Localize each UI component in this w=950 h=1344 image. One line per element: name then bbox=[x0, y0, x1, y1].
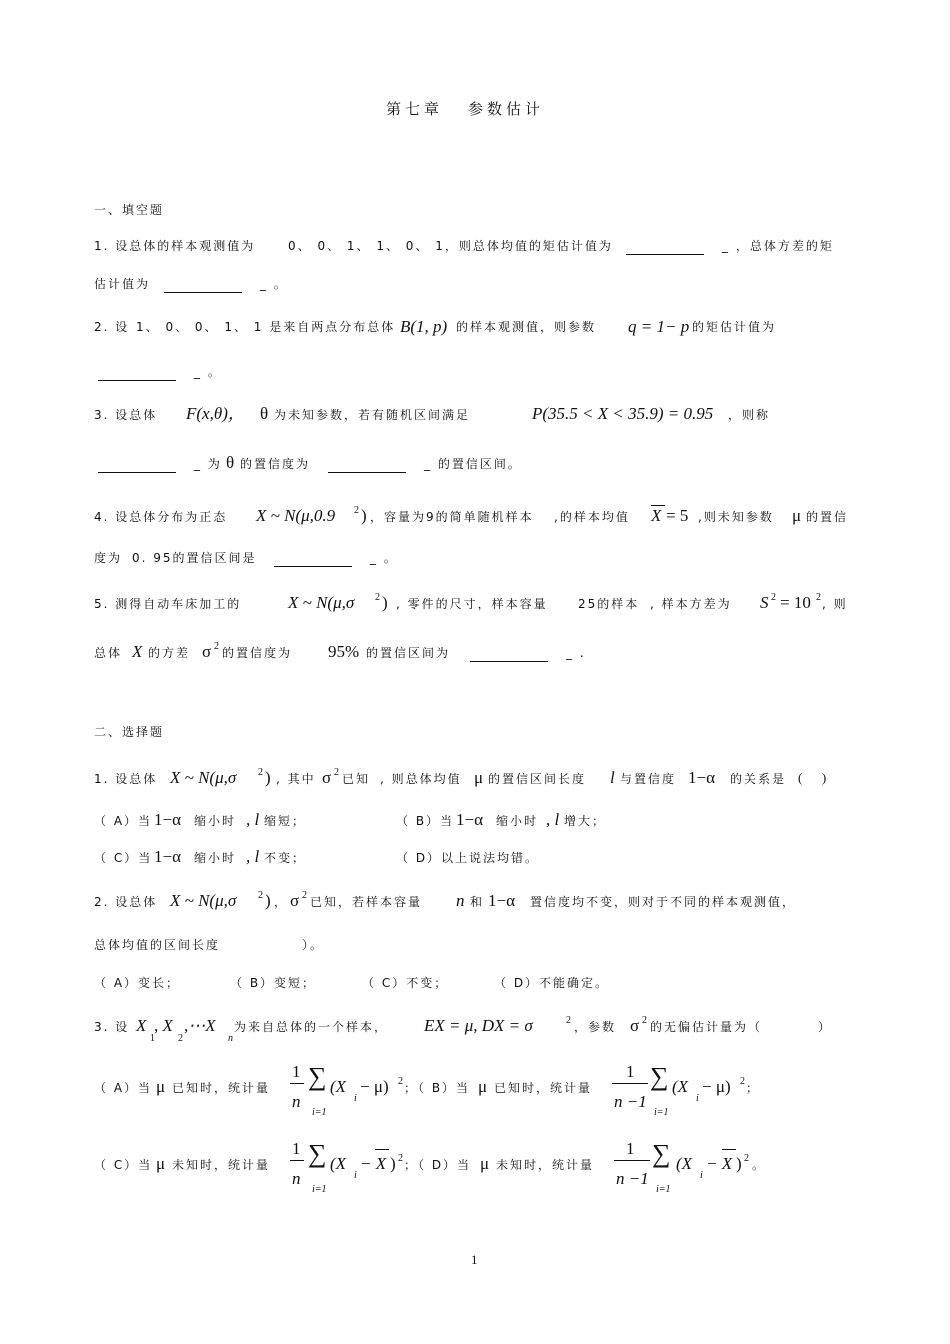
s2q1-text-h: 的置信区间长度 bbox=[488, 772, 587, 786]
s2q3-text-a: 3. 设 bbox=[94, 1020, 130, 1034]
s2q3-option-d-mu: μ bbox=[480, 1154, 490, 1173]
s2q3-option-c-numerator: 1 bbox=[292, 1139, 301, 1158]
s2q3-option-c-fraction-bar bbox=[290, 1160, 304, 1161]
s2q3-option-a-fraction-bar bbox=[290, 1083, 304, 1084]
q3-cdf: F(x,θ)， bbox=[186, 404, 245, 423]
q5-s-sup: 2 bbox=[771, 592, 776, 603]
s2q2-text-k: ）。 bbox=[302, 938, 325, 952]
s2q2-text-j: 总体均值的区间长度 bbox=[94, 938, 221, 952]
s2q3-option-a-term: (X bbox=[330, 1077, 347, 1096]
q5-text-g: , 则 bbox=[822, 597, 848, 611]
q3-text-d: 为未知参数，若有随机区间满足 bbox=[274, 408, 471, 422]
s2q1-option-b-text-2: 增大； bbox=[564, 814, 607, 828]
s2q3-sigma-sup: 2 bbox=[642, 1015, 647, 1026]
q3-blank-1 bbox=[98, 472, 176, 473]
s2q3-option-d-numerator: 1 bbox=[626, 1139, 635, 1158]
q5-text-d: 25的样本 bbox=[578, 597, 640, 611]
q4-blank bbox=[274, 566, 352, 567]
s2q3-option-b-sum-index: i=1 bbox=[654, 1107, 669, 1118]
s2q3-option-d-term-sub: i bbox=[700, 1170, 703, 1181]
q1-text-e: _ 。 bbox=[260, 277, 288, 291]
q2-text-a: 2. 设 bbox=[94, 320, 136, 334]
s2q1-text-c: , 其中 bbox=[276, 772, 316, 786]
s2q3-option-d-xbar-overline bbox=[722, 1149, 736, 1150]
s2q1-distribution: X ~ N(μ,σ bbox=[170, 768, 237, 787]
s2q3-option-b-term-2: − μ) bbox=[702, 1077, 731, 1096]
q4-text-l: _ 。 bbox=[370, 551, 398, 565]
q4-text-e: ,的样本均值 bbox=[554, 510, 630, 524]
s2q1-option-b-text: 缩小时 bbox=[496, 814, 539, 828]
s2q3-option-b-term: (X bbox=[672, 1077, 689, 1096]
s2q1-text-f: , 则总体均值 bbox=[380, 772, 462, 786]
s2q1-option-a-text: 缩小时 bbox=[194, 814, 237, 828]
s2q3-option-d-sq: 2 bbox=[744, 1153, 749, 1164]
s2q3-option-d-denominator: n −1 bbox=[616, 1169, 649, 1188]
q3-blank-2 bbox=[328, 472, 406, 473]
q1-text-a: 1. 设总体的样本观测值为 bbox=[94, 239, 256, 253]
s2q3-option-a-sum: ∑ bbox=[308, 1062, 327, 1091]
q1-blank-1 bbox=[626, 254, 704, 255]
q5-s-value: = 10 bbox=[780, 593, 811, 612]
s2q1-option-b-l: , l bbox=[546, 810, 560, 829]
s2q3-option-d-term: (X bbox=[676, 1154, 693, 1173]
s2q2-text-a: 2. 设总体 bbox=[94, 895, 158, 909]
s2q1-option-a-expr: 1−α bbox=[154, 810, 181, 829]
s2q3-option-d-term-3: ) bbox=[736, 1154, 742, 1173]
chapter-number: 第七章 bbox=[386, 100, 444, 118]
q5-text-h: 总体 bbox=[94, 646, 123, 660]
s2q3-option-b-mu: μ bbox=[478, 1077, 488, 1096]
s2q3-option-c-sq: 2 bbox=[398, 1153, 403, 1164]
q4-xbar-value: = 5 bbox=[666, 506, 689, 525]
s2q3-option-c-term-2: − X bbox=[360, 1154, 387, 1173]
s2q2-option-b: （ B）变短； bbox=[230, 976, 317, 990]
q3-theta-2: θ bbox=[226, 453, 235, 472]
q5-text-n: 的置信区间为 bbox=[366, 646, 451, 660]
q2-text-b: 1、 0、 0、 1、 1 是来自两点分布总体 bbox=[136, 320, 396, 334]
s2q3-moments: EX = μ, DX = σ bbox=[424, 1016, 533, 1035]
s2q3-option-b-text: 已知时，统计量 bbox=[494, 1081, 593, 1095]
s2q3-option-d-term-2: − X bbox=[706, 1154, 733, 1173]
q5-distribution-close: ) bbox=[382, 593, 388, 612]
q5-distribution-sup: 2 bbox=[375, 592, 380, 603]
s2q3-x1: X bbox=[136, 1016, 147, 1035]
s2q3-option-a-numerator: 1 bbox=[292, 1062, 301, 1081]
s2q3-option-b-numerator: 1 bbox=[626, 1062, 635, 1081]
s2q2-text-g: 和 bbox=[470, 895, 485, 909]
s2q1-option-b-expr: 1−α bbox=[456, 810, 483, 829]
s2q1-sigma-sup: 2 bbox=[334, 767, 339, 778]
s2q1-option-a-text-2: 缩短； bbox=[264, 814, 307, 828]
q5-text-l: 的置信度为 bbox=[222, 646, 293, 660]
s2q3-option-a-end: ；（ B）当 bbox=[404, 1081, 471, 1095]
q5-s-value-sup: 2 bbox=[816, 592, 821, 603]
s2q3-option-a-mu: μ bbox=[156, 1077, 166, 1096]
q2-text-d: 的样本观测值，则参数 bbox=[456, 320, 597, 334]
s2q1-option-a-l: , l bbox=[246, 810, 260, 829]
s2q3-option-c-sum: ∑ bbox=[308, 1139, 327, 1168]
q5-blank bbox=[470, 661, 548, 662]
s2q2-text-i: 置信度均不变，则对于不同的样本观测值， bbox=[530, 895, 797, 909]
q5-text-j: 的方差 bbox=[148, 646, 191, 660]
s2q3-option-b-sq: 2 bbox=[740, 1076, 745, 1087]
s2q1-l: l bbox=[610, 768, 615, 787]
q1-text-d: 估计值为 bbox=[94, 277, 151, 291]
s2q2-sigma-sup: 2 bbox=[302, 890, 307, 901]
s2q2-option-d: （ D）不能确定。 bbox=[494, 976, 610, 990]
q2-q-expr: q = 1− p bbox=[628, 317, 690, 336]
s2q1-confidence: 1−α bbox=[688, 768, 715, 787]
s2q3-option-c-end: ；（ D）当 bbox=[404, 1158, 472, 1172]
q2-binomial: B(1, p) bbox=[400, 317, 448, 336]
q2-text-g: _ 。 bbox=[194, 365, 222, 379]
q2-text-f: 的矩估计值为 bbox=[692, 320, 777, 334]
s2q1-option-c-expr: 1−α bbox=[154, 847, 181, 866]
s2q3-text-i: 的无偏估计量为（ bbox=[650, 1020, 763, 1034]
s2q1-text-j: 与置信度 bbox=[620, 772, 677, 786]
s2q2-option-a: （ A）变长； bbox=[94, 976, 181, 990]
q2-blank bbox=[98, 380, 176, 381]
q3-text-j: _ 的置信区间。 bbox=[424, 457, 522, 471]
q4-xbar: X bbox=[651, 506, 662, 525]
s2q1-option-c-label: （ C）当 bbox=[94, 851, 153, 865]
q5-distribution: X ~ N(μ,σ bbox=[288, 593, 355, 612]
s2q1-option-c-l: , l bbox=[246, 847, 260, 866]
q4-text-c: ，容量为 bbox=[370, 510, 427, 524]
q5-s: S bbox=[760, 593, 769, 612]
s2q2-n: n bbox=[456, 891, 465, 910]
s2q3-option-a-term-sub: i bbox=[354, 1093, 357, 1104]
s2q3-option-b-fraction-bar bbox=[612, 1083, 648, 1084]
q5-text-c: , 零件的尺寸，样本容量 bbox=[396, 597, 548, 611]
s2q2-distribution-sup: 2 bbox=[258, 890, 263, 901]
s2q1-answer-paren: ( ) bbox=[798, 770, 827, 785]
s2q3-option-d-end: 。 bbox=[752, 1158, 767, 1172]
s2q3-option-d-sum: ∑ bbox=[652, 1139, 671, 1168]
s2q3-text-e: 为来自总体的一个样本， bbox=[234, 1020, 389, 1034]
s2q3-option-c-xbar-overline bbox=[375, 1149, 389, 1150]
q4-distribution-sup: 2 bbox=[354, 505, 359, 516]
q4-text-i: 的置信 bbox=[806, 510, 849, 524]
q3-text-a: 3. 设总体 bbox=[94, 408, 158, 422]
section-fill-in-heading: 一、填空题 bbox=[94, 203, 165, 217]
s2q1-distribution-close: ) bbox=[265, 768, 271, 787]
s2q3-option-b-end: ； bbox=[746, 1081, 761, 1095]
s2q2-distribution-close: ) bbox=[265, 891, 271, 910]
q3-probability: P(35.5 < X < 35.9) = 0.95 bbox=[532, 404, 714, 423]
s2q3-text-j: ） bbox=[818, 1020, 833, 1034]
s2q3-text-g: ，参数 bbox=[574, 1020, 617, 1034]
s2q3-option-d-fraction-bar bbox=[614, 1160, 650, 1161]
s2q1-sigma: σ bbox=[322, 768, 332, 787]
s2q1-option-b-label: （ B）当 bbox=[396, 814, 455, 828]
s2q3-option-d-sum-index: i=1 bbox=[656, 1184, 671, 1195]
s2q3-option-a-sum-index: i=1 bbox=[312, 1107, 327, 1118]
q3-text-f: ，则称 bbox=[728, 408, 771, 422]
s2q1-option-c-text: 缩小时 bbox=[194, 851, 237, 865]
s2q3-sigma: σ bbox=[630, 1016, 640, 1035]
s2q3-option-c-term-3: ) bbox=[390, 1154, 396, 1173]
s2q1-option-a-label: （ A）当 bbox=[94, 814, 153, 828]
s2q1-option-d: （ D）以上说法均错。 bbox=[396, 851, 540, 865]
s2q2-text-e: 已知，若样本容量 bbox=[310, 895, 423, 909]
s2q1-distribution-sup: 2 bbox=[258, 767, 263, 778]
s2q3-option-a-denominator: n bbox=[292, 1092, 301, 1111]
s2q3-option-a-sq: 2 bbox=[398, 1076, 403, 1087]
s2q3-xn: ,⋯X bbox=[184, 1016, 216, 1035]
s2q3-moments-sup: 2 bbox=[566, 1015, 571, 1026]
q3-theta: θ bbox=[260, 404, 269, 423]
s2q3-xn-sub: n bbox=[228, 1033, 233, 1044]
s2q3-option-c-label: （ C）当 bbox=[94, 1158, 153, 1172]
s2q3-option-c-mu: μ bbox=[156, 1154, 166, 1173]
page-number: 1 bbox=[471, 1252, 478, 1267]
q1-blank-2 bbox=[164, 292, 242, 293]
s2q3-x2: , X bbox=[154, 1016, 173, 1035]
s2q1-text-e: 已知 bbox=[342, 772, 371, 786]
s2q3-option-b-sum: ∑ bbox=[650, 1062, 669, 1091]
q4-text-g: ,则未知参数 bbox=[698, 510, 774, 524]
q5-x: X bbox=[132, 642, 143, 661]
s2q3-option-a-text: 已知时，统计量 bbox=[172, 1081, 271, 1095]
q5-text-a: 5. 测得自动车床加工的 bbox=[94, 597, 242, 611]
s2q3-option-c-term: (X bbox=[330, 1154, 347, 1173]
s2q3-option-d-text: 未知时，统计量 bbox=[496, 1158, 595, 1172]
s2q3-x2-sub: 2 bbox=[178, 1033, 183, 1044]
q4-text-k: 0. 95的置信区间是 bbox=[132, 551, 257, 565]
q5-text-e: , 样本方差为 bbox=[650, 597, 732, 611]
s2q3-option-c-text: 未知时，统计量 bbox=[172, 1158, 271, 1172]
s2q3-x1-sub: 1 bbox=[150, 1033, 155, 1044]
q5-text-o: _ . bbox=[566, 646, 586, 660]
chapter-title: 参数估计 bbox=[468, 100, 545, 118]
s2q2-option-c: （ C）不变； bbox=[362, 976, 449, 990]
s2q1-mu: μ bbox=[474, 768, 484, 787]
q4-distribution: X ~ N(μ,0.9 bbox=[256, 506, 336, 525]
q5-sigma: σ bbox=[202, 642, 212, 661]
q4-distribution-close: ) bbox=[361, 506, 367, 525]
s2q2-text-c: ， bbox=[274, 895, 289, 909]
q3-text-i: 的置信度为 bbox=[240, 457, 311, 471]
q4-mu: μ bbox=[792, 506, 802, 525]
s2q3-option-a-term-2: − μ) bbox=[360, 1077, 389, 1096]
s2q1-text-l: 的关系是 bbox=[730, 772, 787, 786]
s2q3-option-c-term-sub: i bbox=[354, 1170, 357, 1181]
s2q1-text-a: 1. 设总体 bbox=[94, 772, 158, 786]
s2q1-option-c-text-2: 不变； bbox=[264, 851, 307, 865]
q4-text-a: 4. 设总体分布为正态 bbox=[94, 510, 228, 524]
q5-confidence: 95% bbox=[328, 642, 360, 661]
section-choice-heading: 二、选择题 bbox=[94, 725, 165, 739]
s2q3-option-b-term-sub: i bbox=[696, 1093, 699, 1104]
q3-text-g: _ 为 bbox=[194, 457, 222, 471]
s2q2-distribution: X ~ N(μ,σ bbox=[170, 891, 237, 910]
s2q3-option-c-sum-index: i=1 bbox=[312, 1184, 327, 1195]
s2q2-confidence: 1−α bbox=[488, 891, 515, 910]
q4-text-j: 度为 bbox=[94, 551, 123, 565]
s2q3-option-a-label: （ A）当 bbox=[94, 1081, 153, 1095]
q4-text-d: 9的简单随机样本 bbox=[426, 510, 534, 524]
q1-text-b: 0、 0、 1、 1、 0、 1，则总体均值的矩估计值为 bbox=[288, 239, 613, 253]
q1-text-c: _ ，总体方差的矩 bbox=[722, 239, 834, 253]
q5-sigma-sup: 2 bbox=[214, 641, 219, 652]
s2q2-sigma: σ bbox=[290, 891, 300, 910]
s2q3-option-b-denominator: n −1 bbox=[614, 1092, 647, 1111]
s2q3-option-c-denominator: n bbox=[292, 1169, 301, 1188]
